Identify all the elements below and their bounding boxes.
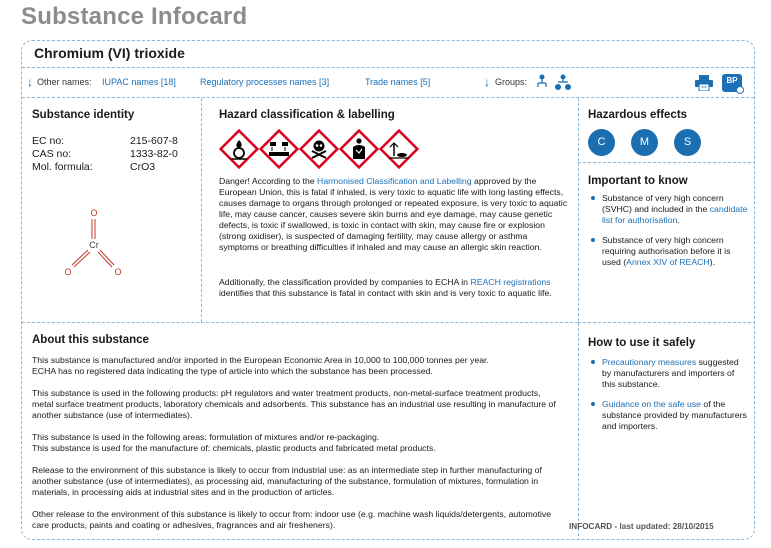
formula-value: CrO3 (130, 161, 156, 173)
about-paragraph: This substance is used in the following products: pH regulators and water treatment products, non-metal-surface treatment products, metal surface treatment products, laboratory chemicals and adsorbents. This substance has an industrial use resulting in manufacture of another substance (use of intermediates). (32, 388, 556, 420)
identity-row (32, 148, 178, 161)
row-divider (22, 322, 578, 323)
bullet-icon (591, 360, 595, 364)
about-paragraph (32, 355, 562, 377)
hazard-text: Danger! According to the (219, 176, 318, 186)
about-paragraph: Release to the environment of this substance is likely to occur from industrial use: as an intermediate step in further manufacturing of another substance (use of intermediates), as processing aid, manufacturing of the substance, formulation of mixtures, formulation in materials, in processing aids at industrial sites and in the production of articles. (32, 465, 542, 497)
last-updated: INFOCARD - last updated: 28/10/2015 (569, 522, 714, 531)
candidate-list-link[interactable]: candidate list for authorisation (602, 204, 748, 225)
hazard-text: Additionally, the classification provided by companies to ECHA in (219, 277, 471, 287)
environment-hazard-icon (381, 131, 418, 168)
safely-list (588, 357, 748, 441)
about-paragraph: Other release to the environment of this substance is likely to occur from: indoor use (e.g. machine wash liquids/detergents, automotive care products, paints and coating or adhesives, fragrances and air fresheners). (32, 509, 552, 530)
hazard-text: approved by the European Union, this is fatal if inhaled, is very toxic to aquatic life with long lasting effects, causes damage to organs through prolonged or repeated exposure, is very toxic to aquatic life, may cause cancer, causes severe skin burns and eye damage, may cause genetic defects, is toxic if swallowed, is toxic in contact with skin, may cause fire or explosion (strong oxidiser), is suspected of damaging fertility, may cause allergy or asthma symptoms or breathing difficulties if inhaled and may cause an allergic skin reaction. (219, 176, 568, 252)
about-paragraph (32, 432, 562, 454)
about-text: This substance is used in the following areas: formulation of mixtures and/or re-packaging. (32, 432, 380, 442)
ghs-pictograms (219, 129, 419, 171)
bullet-icon (591, 402, 595, 406)
about-text: ECHA has no registered data indicating the type of article into which the substance has been processed. (32, 366, 433, 376)
atom-cr: Cr (89, 240, 99, 250)
arrow-down-icon: ↓ (484, 75, 490, 89)
list-item (588, 235, 748, 268)
ec-value: 215-607-8 (130, 135, 178, 147)
arrow-down-icon: ↓ (27, 75, 33, 89)
ec-label: EC no: (32, 135, 65, 147)
important-list (588, 193, 748, 277)
important-text: Substance of very high concern (SVHC) and included in the (602, 193, 724, 214)
safely-text: of the substance provided by manufacturers and importers. (602, 399, 747, 431)
important-title: Important to know (588, 175, 688, 187)
annex-xiv-link[interactable]: Annex XIV of REACH (626, 257, 710, 267)
substance-name: Chromium (VI) trioxide (34, 45, 185, 61)
structure-diagram (48, 201, 128, 281)
important-text: Substance of very high concern requiring authorisation before it is used ( (602, 235, 731, 267)
page-title: Substance Infocard (21, 3, 248, 30)
precautionary-measures-link[interactable]: Precautionary measures (602, 357, 697, 367)
health-hazard-icon (341, 131, 378, 168)
important-text: ). (709, 257, 716, 267)
list-item (588, 193, 748, 226)
row-divider (578, 322, 755, 323)
infocard (21, 40, 755, 540)
formula-label: Mol. formula: (32, 161, 93, 173)
atom-o: O (90, 208, 98, 218)
hazard-paragraph (219, 176, 569, 253)
bullet-icon (591, 196, 595, 200)
bullet-icon (591, 238, 595, 242)
harmonised-classification-link[interactable]: Harmonised Classification and Labelling (317, 176, 472, 186)
cas-label: CAS no: (32, 148, 72, 160)
trade-names-link[interactable]: Trade names [5] (365, 77, 431, 87)
safely-text: suggested by manufacturers and importers of this substance. (602, 357, 739, 389)
iupac-names-link[interactable]: IUPAC names [18] (102, 77, 176, 87)
identity-row (32, 161, 178, 174)
cas-value: 1333-82-0 (130, 148, 178, 160)
group-hierarchy-icon[interactable] (537, 73, 577, 93)
identity-row (32, 135, 178, 148)
safely-title: How to use it safely (588, 337, 696, 349)
regulatory-names-link[interactable]: Regulatory processes names [3] (200, 77, 330, 87)
identity-title: Substance identity (32, 109, 135, 121)
list-item (588, 357, 748, 390)
hazard-title: Hazard classification & labelling (219, 109, 395, 121)
identity-table (32, 135, 178, 174)
column-divider (578, 98, 579, 540)
name-row (22, 41, 754, 68)
effects-title: Hazardous effects (588, 109, 688, 121)
effects-circles (586, 129, 716, 157)
groups-label: Groups: (495, 77, 528, 87)
corrosion-icon (261, 131, 298, 168)
hazard-text: identifies that this substance is fatal in contact with skin and is very toxic to aquatic life. (219, 288, 552, 298)
about-text: This substance is manufactured and/or imported in the European Economic Area in 10,000 to 100,000 tonnes per year. (32, 355, 489, 365)
hazard-paragraph-2 (219, 277, 569, 299)
print-icon[interactable] (695, 75, 713, 91)
about-text: This substance is used for the manufacture of: chemicals, plastic products and fabricated metal products. (32, 443, 436, 453)
skull-crossbones-icon (301, 131, 338, 168)
other-names-label: Other names: (37, 77, 92, 87)
about-title: About this substance (32, 334, 149, 346)
column-divider (201, 98, 202, 322)
atom-o: O (114, 267, 122, 277)
reach-registrations-link[interactable]: REACH registrations (470, 277, 551, 287)
atom-o: O (64, 267, 72, 277)
row-divider (578, 162, 755, 163)
carcinogenic-badge[interactable]: C (588, 129, 615, 156)
list-item (588, 399, 748, 432)
safe-use-guidance-link[interactable]: Guidance on the safe use (602, 399, 702, 409)
sensitiser-badge[interactable]: S (674, 129, 701, 156)
bp-icon[interactable]: BP (722, 74, 742, 92)
about-body (32, 355, 562, 540)
important-text: . (677, 215, 680, 225)
mutagenic-badge[interactable]: M (631, 129, 658, 156)
flame-over-circle-icon (221, 131, 258, 168)
other-names-bar (22, 68, 754, 98)
